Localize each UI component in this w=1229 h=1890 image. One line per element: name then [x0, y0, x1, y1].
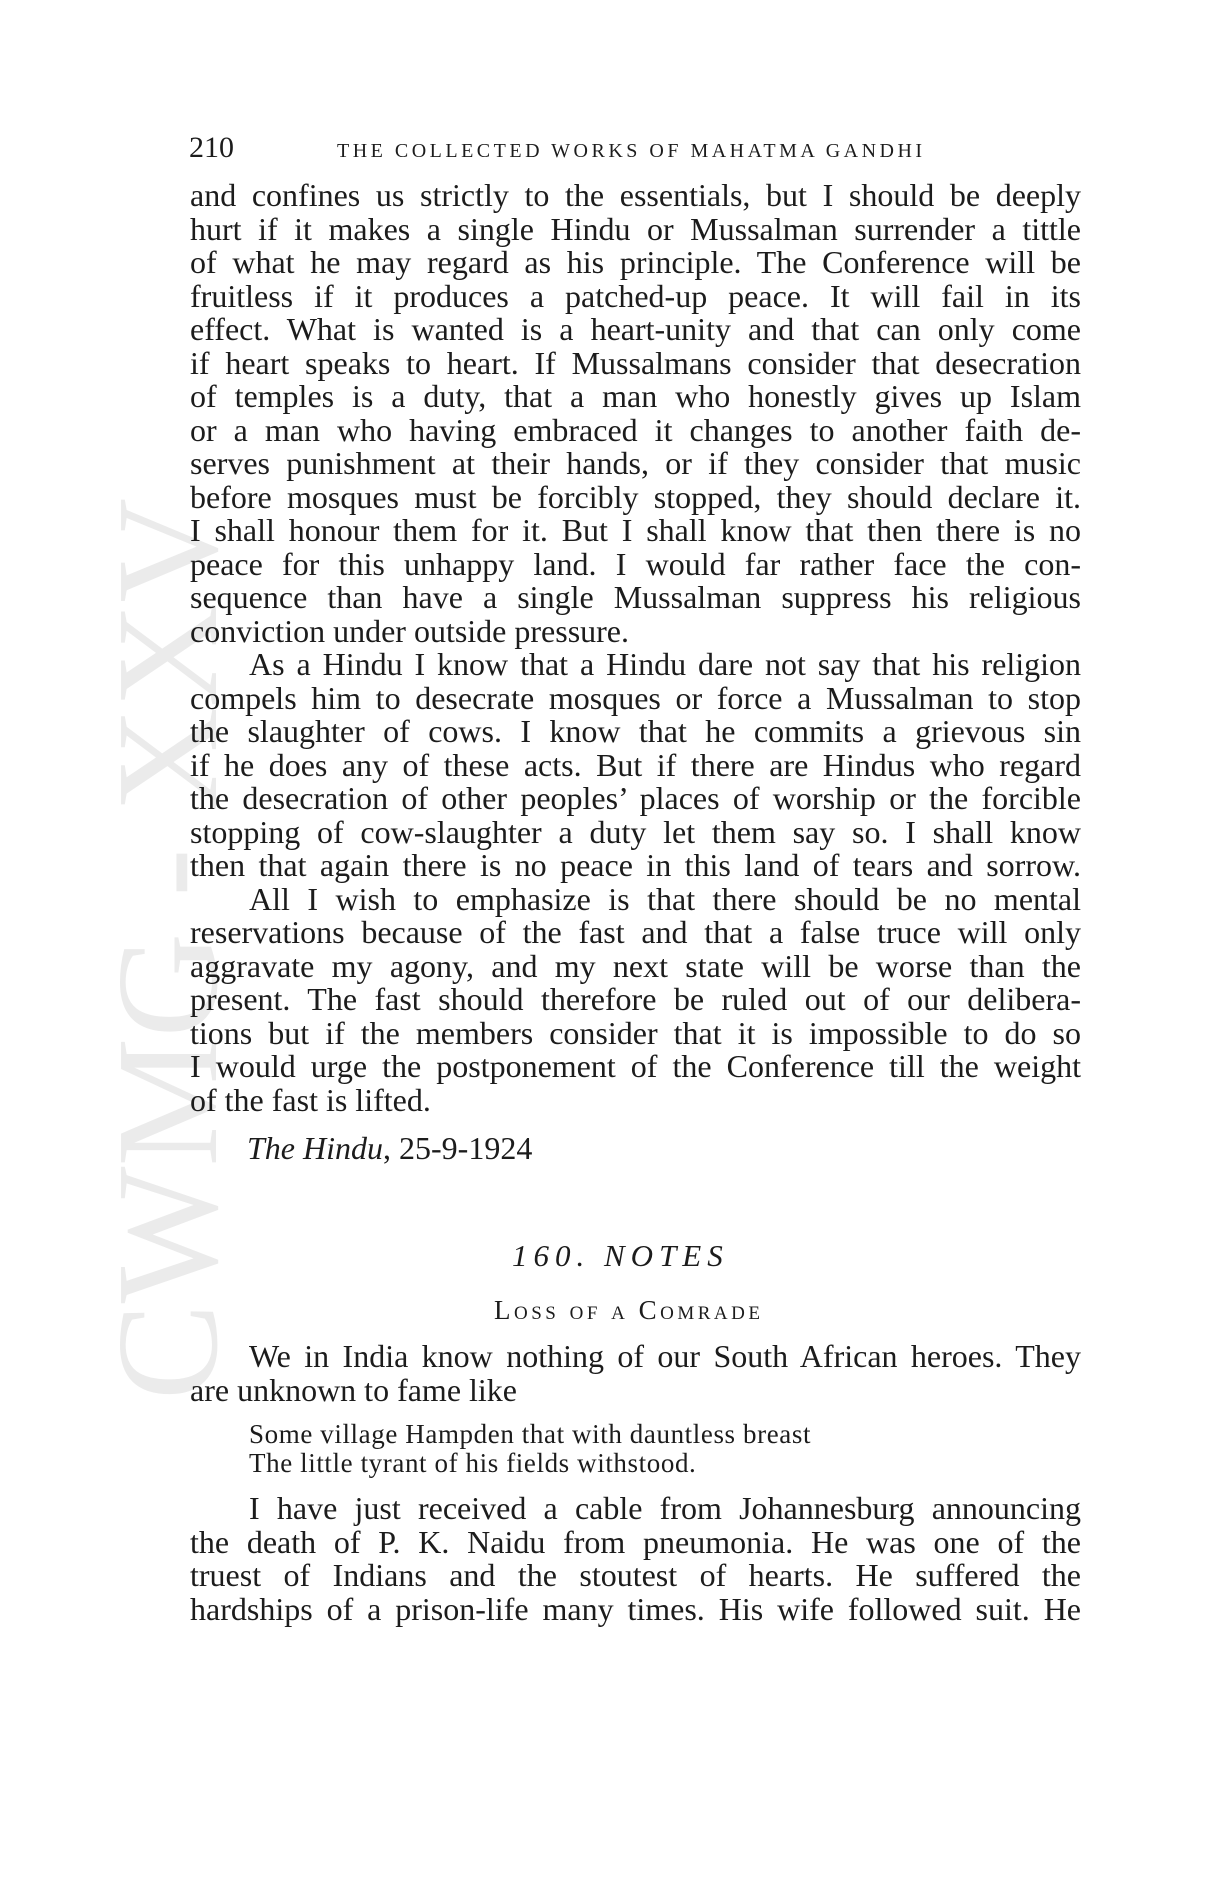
body-line: peace for this unhappy land. I would far rather face the con-	[190, 545, 1081, 582]
body-line: then that again there is no peace in this land of tears and sorrow.	[190, 847, 1081, 883]
body-line: truest of Indians and the stoutest of hearts. He suffered the	[190, 1557, 1081, 1594]
verse-line: Some village Hampden that with dauntless breast	[249, 1419, 812, 1449]
source-citation	[247, 1131, 532, 1165]
body-line: of the fast is lifted.	[190, 1081, 431, 1118]
watermark: CWMG - XXV	[88, 497, 248, 1401]
paragraph	[190, 179, 1081, 648]
citation-date: , 25-9-1924	[383, 1130, 533, 1166]
body-line: As a Hindu I know that a Hindu dare not say that his religion	[249, 646, 1081, 682]
body-line: tions but if the members consider that it is impossible to do so	[190, 1014, 1081, 1051]
verse-quote	[249, 1420, 811, 1478]
body-line: fruitless if it produces a patched-up peace. It will fail in its	[190, 277, 1081, 314]
running-head: THE COLLECTED WORKS OF MAHATMA GANDHI	[337, 140, 926, 162]
paragraph	[190, 880, 1081, 1118]
body-line: sequence than have a single Mussalman suppress his religious	[190, 579, 1081, 615]
body-line: aggravate my agony, and my next state will be worse than the	[190, 947, 1081, 984]
body-text	[190, 179, 1081, 1117]
body-line: reservations because of the fast and that a false truce will only	[190, 914, 1081, 950]
body-line: the desecration of other peoples’ places of worship or the forcible	[190, 780, 1081, 816]
body-line: conviction under outside pressure.	[190, 612, 629, 649]
section-heading: 160. NOTES	[512, 1238, 729, 1273]
citation-publication: The Hindu	[247, 1130, 383, 1166]
body-line: serves punishment at their hands, or if they consider that music	[190, 445, 1081, 481]
body-line: if heart speaks to heart. If Mussalmans consider that desecration	[190, 344, 1081, 381]
body-line: compels him to desecrate mosques or force a Mussalman to stop	[190, 679, 1081, 716]
body-line: the death of P. K. Naidu from pneumonia. He was one of the	[190, 1523, 1081, 1560]
body-line: stopping of cow-slaughter a duty let them say so. I shall know	[190, 813, 1081, 850]
page-header	[189, 130, 926, 169]
body-line: I would urge the postponement of the Conference till the weight	[190, 1048, 1081, 1084]
body-line: We in India know nothing of our South African heroes. They	[249, 1338, 1081, 1374]
body-line: if he does any of these acts. But if there are Hindus who regard	[190, 746, 1081, 783]
body-line: hurt if it makes a single Hindu or Mussalman surrender a tittle	[190, 210, 1081, 247]
paragraph	[190, 648, 1081, 883]
body-line: and confines us strictly to the essentials, but I should be deeply	[190, 177, 1081, 213]
body-line: I shall honour them for it. But I shall know that then there is no	[190, 512, 1081, 548]
body-line: of temples is a duty, that a man who honestly gives up Islam	[190, 378, 1081, 414]
body-line: the slaughter of cows. I know that he commits a grievous sin	[190, 713, 1081, 749]
verse-line: The little tyrant of his fields withstood.	[249, 1448, 697, 1478]
body-line: present. The fast should therefore be ruled out of our delibera-	[190, 981, 1081, 1017]
body-line: I have just received a cable from Johannesburg announcing	[249, 1490, 1081, 1526]
body-line: before mosques must be forcibly stopped, they should declare it.	[190, 478, 1081, 515]
body-line: hardships of a prison-life many times. His wife followed suit. He	[190, 1591, 1081, 1628]
body-line: effect. What is wanted is a heart-unity and that can only come	[190, 311, 1081, 347]
body-line: are unknown to fame like	[190, 1371, 517, 1408]
paragraph	[190, 1492, 1081, 1627]
body-line: or a man who having embraced it changes to another faith de-	[190, 411, 1081, 448]
paragraph	[190, 1340, 1081, 1407]
section-subheading: Loss of a Comrade	[494, 1295, 764, 1325]
body-line: All I wish to emphasize is that there should be no mental	[249, 880, 1081, 917]
page-number: 210	[189, 131, 234, 164]
body-line: of what he may regard as his principle. The Conference will be	[190, 244, 1081, 280]
